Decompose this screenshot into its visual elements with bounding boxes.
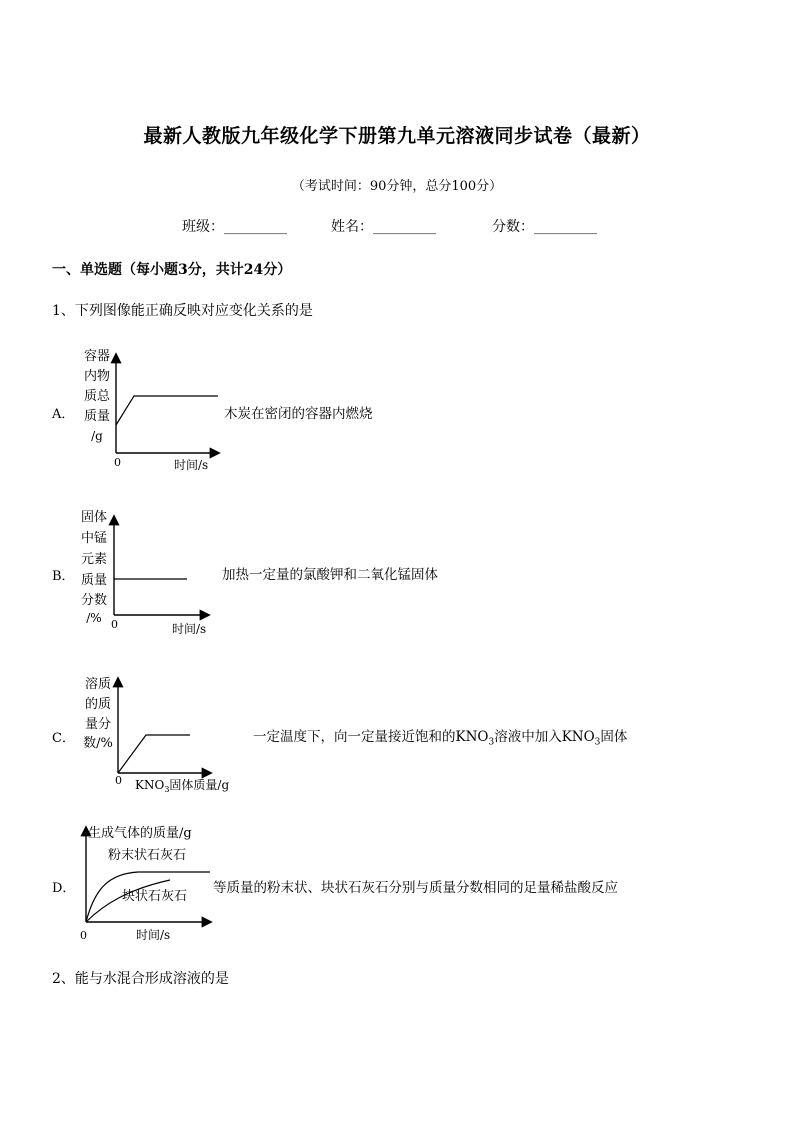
option-c-letter: C． xyxy=(52,731,75,746)
y-label-line: 质量 xyxy=(80,573,108,588)
y-label-line: 质总 xyxy=(83,389,111,404)
subscript: 3 xyxy=(488,737,495,748)
option-a-description: 木炭在密闭的容器内燃烧 xyxy=(224,406,373,422)
y-label-line: 量分 xyxy=(84,717,112,732)
curve xyxy=(118,735,190,773)
option-b-graph xyxy=(70,505,230,640)
option-a-graph xyxy=(70,345,230,475)
y-label-line: 内物 xyxy=(83,369,111,384)
y-label-line: 数/% xyxy=(83,736,113,751)
description-part: 溶液中加入KNO xyxy=(494,729,595,745)
option-d-letter: D． xyxy=(52,881,76,896)
description-part: 固体 xyxy=(600,729,628,745)
option-d-description: 等质量的粉末状、块状石灰石分别与质量分数相同的足量稀盐酸反应 xyxy=(213,880,618,896)
class-field: 班级：_________ xyxy=(182,219,287,235)
option-a-letter: A． xyxy=(52,407,75,422)
origin-label: 0 xyxy=(115,774,122,787)
origin-label: 0 xyxy=(114,456,121,469)
question-2-stem: 2、能与水混合形成溶液的是 xyxy=(52,971,229,987)
exam-subtitle: （考试时间：90分钟，总分100分） xyxy=(291,179,503,194)
y-label-line: 分数 xyxy=(80,593,108,608)
y-axis-label: 生成气体的质量/g xyxy=(88,826,192,841)
description-part: 一定温度下，向一定量接近饱和的KNO xyxy=(253,729,489,745)
option-d-graph xyxy=(74,822,214,947)
y-label-line: 元素 xyxy=(80,552,108,567)
y-label-line: /% xyxy=(86,611,102,625)
origin-label: 0 xyxy=(80,929,87,942)
x-axis-label-subscript: 3 xyxy=(164,785,170,794)
question-1-stem: 1、下列图像能正确反映对应变化关系的是 xyxy=(52,303,313,319)
x-axis-label-part: KNO xyxy=(135,778,165,792)
y-label-line: 固体 xyxy=(80,510,108,525)
y-label-line: 质量 xyxy=(83,409,111,424)
curve xyxy=(116,396,218,425)
name-field: 姓名：_________ xyxy=(331,219,436,235)
score-field: 分数：_________ xyxy=(492,219,597,235)
section-heading: 一、单选题（每小题3分，共计24分） xyxy=(52,262,292,278)
origin-label: 0 xyxy=(111,618,118,631)
powder-curve-label: 粉末状石灰石 xyxy=(108,848,187,863)
y-label-line: 容器 xyxy=(83,349,111,364)
option-b-letter: B． xyxy=(52,569,75,584)
block-curve-label: 块状石灰石 xyxy=(122,889,188,904)
y-label-line: 的质 xyxy=(84,697,112,712)
subscript: 3 xyxy=(594,737,601,748)
y-label-line: /g xyxy=(91,429,103,443)
x-axis-label xyxy=(135,777,229,794)
x-axis-label: 时间/s xyxy=(172,622,207,636)
x-axis-label: 时间/s xyxy=(136,928,171,942)
exam-title: 最新人教版九年级化学下册第九单元溶液同步试卷（最新） xyxy=(143,125,651,147)
option-c-description xyxy=(253,725,627,748)
y-label-line: 溶质 xyxy=(84,677,112,692)
x-axis-label-part: 固体质量/g xyxy=(169,778,230,792)
option-b-description: 加热一定量的氯酸钾和二氧化锰固体 xyxy=(222,567,438,583)
option-c-graph xyxy=(78,673,248,798)
x-axis-label: 时间/s xyxy=(174,458,209,472)
y-label-line: 中锰 xyxy=(80,531,108,546)
